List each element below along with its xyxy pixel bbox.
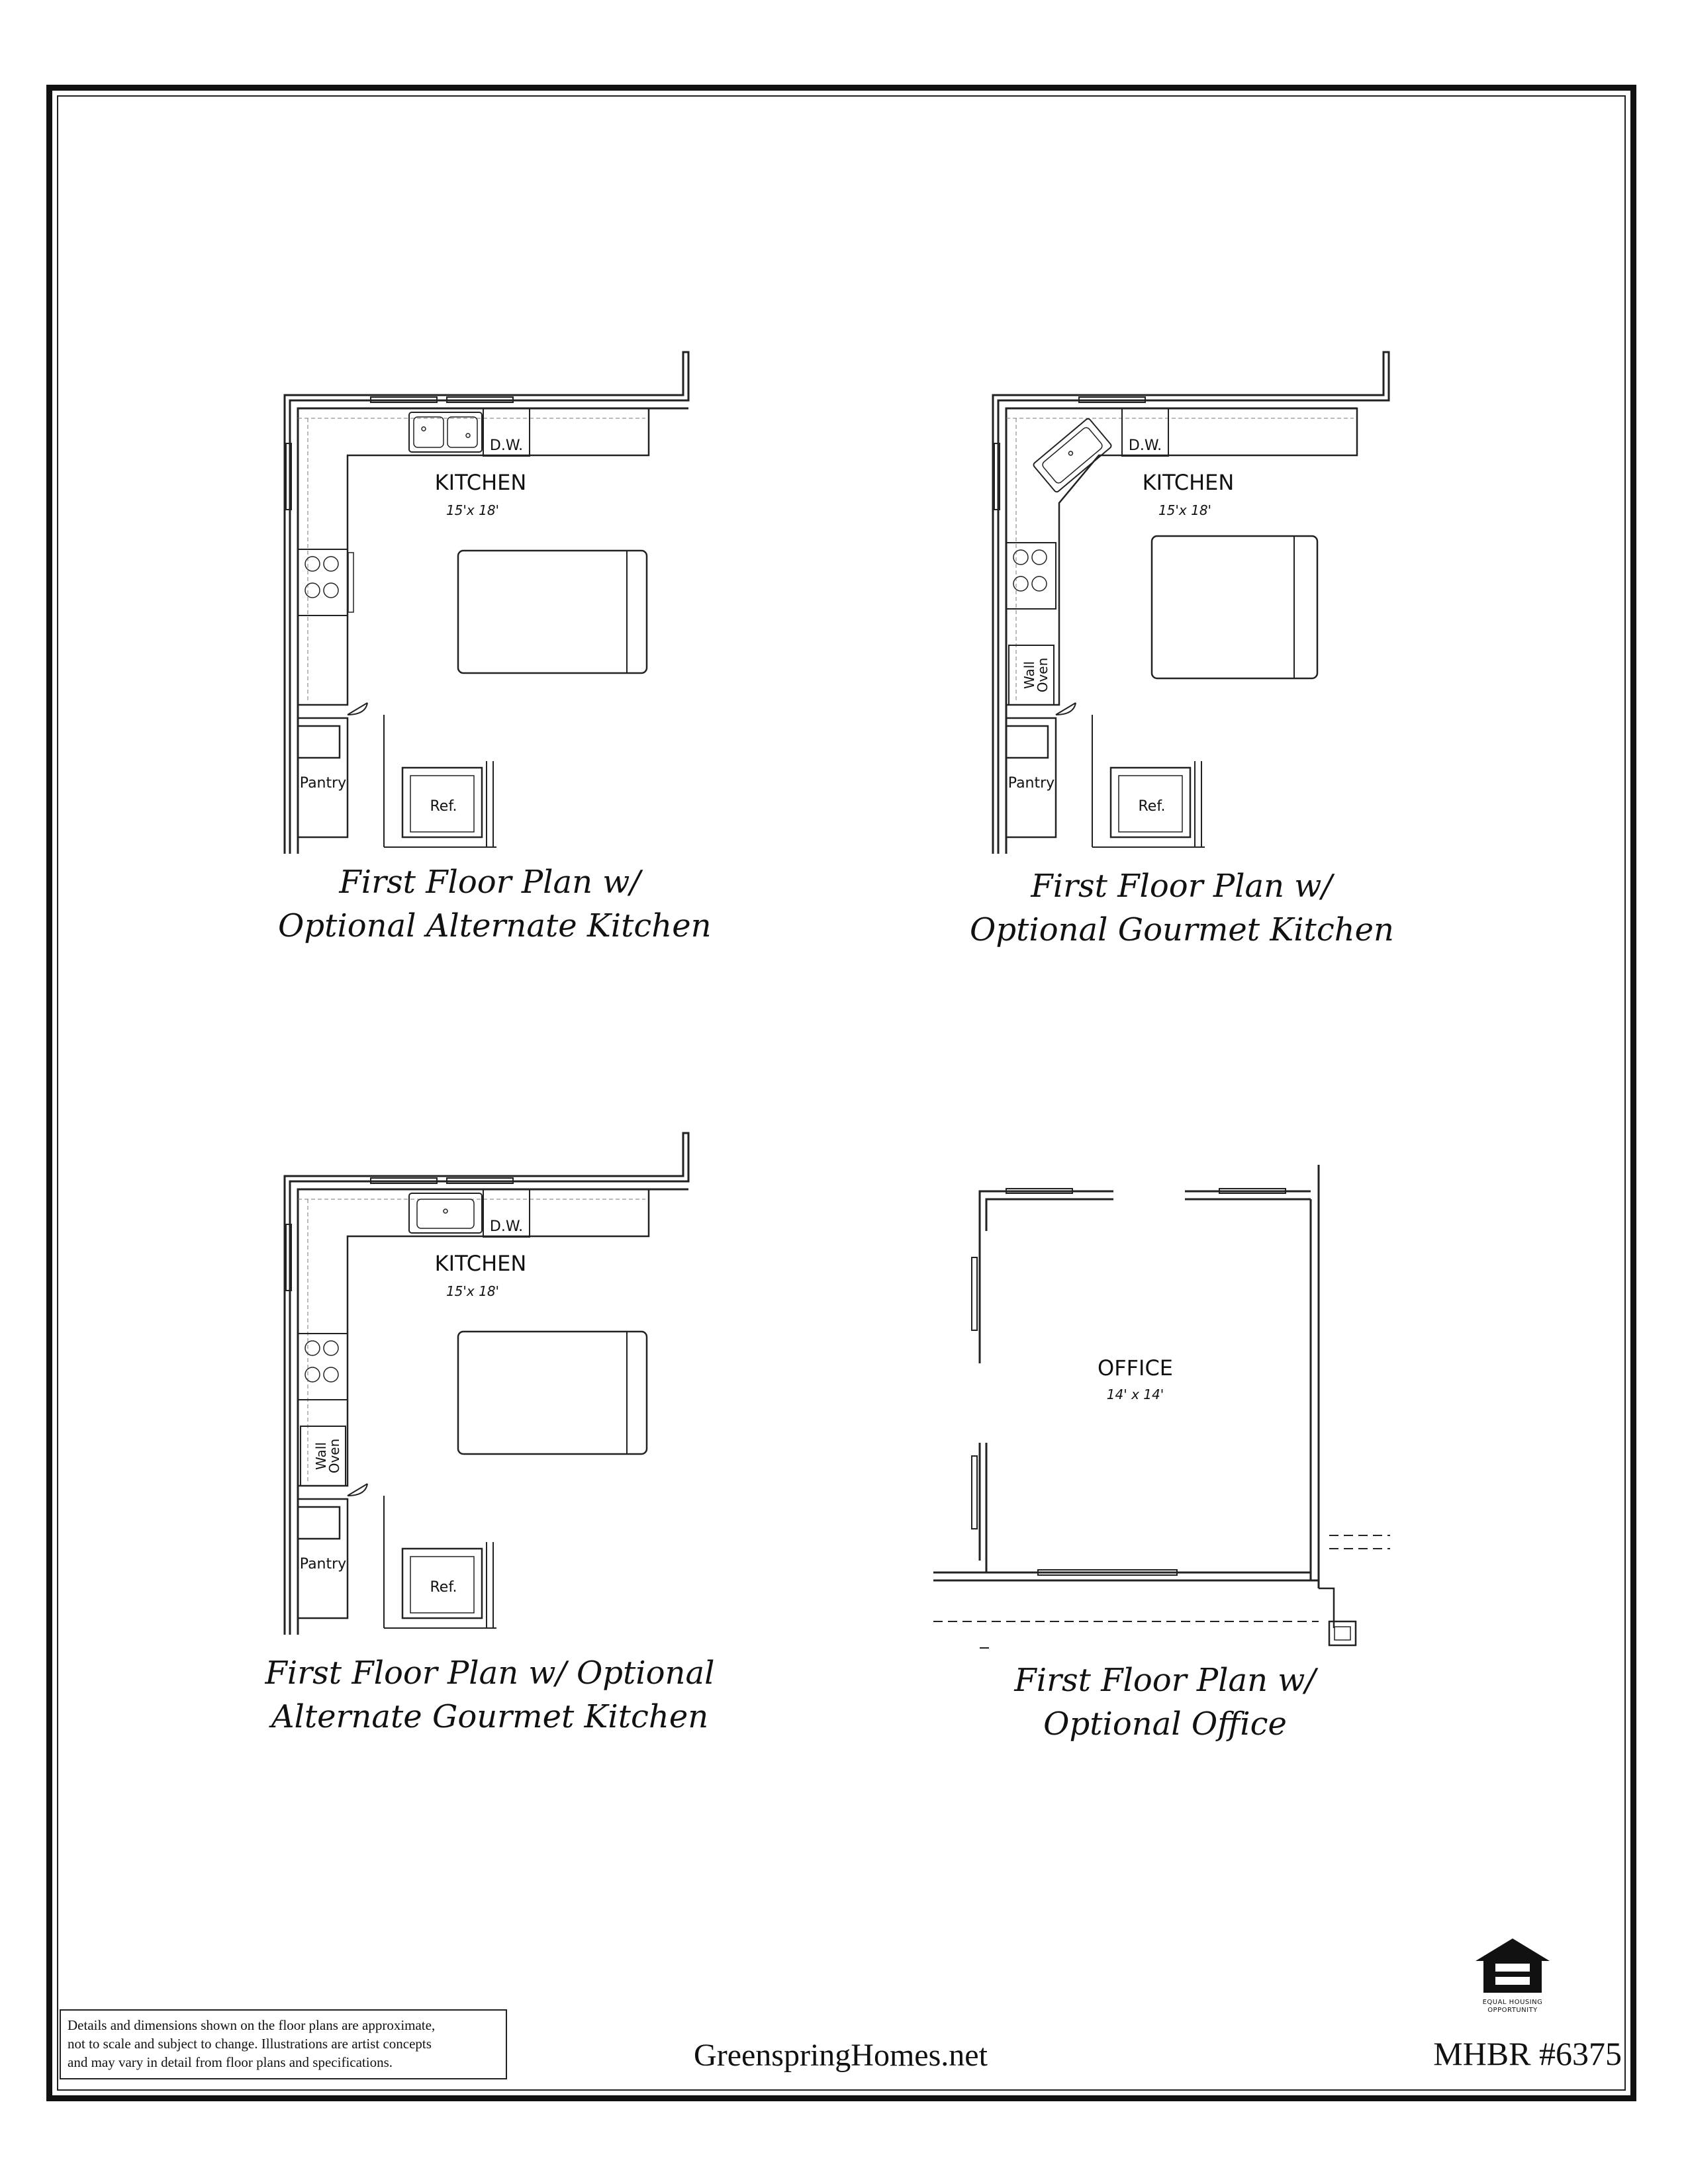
caption-line: First Floor Plan w/ — [1014, 1662, 1316, 1699]
counter — [298, 408, 649, 705]
license-number: MHBR #6375 — [1433, 2035, 1622, 2072]
caption-gourmet-kitchen — [970, 864, 1393, 952]
caption-line: Optional Office — [1043, 1706, 1287, 1743]
floor-plan-office — [933, 1165, 1397, 1668]
floor-plan-gourmet-kitchen — [993, 344, 1403, 860]
refrigerator-label: Ref. — [1138, 798, 1166, 815]
caption-line: First Floor Plan w/ — [339, 864, 641, 901]
disclaimer-box — [60, 2009, 507, 2079]
caption-line: Alternate Gourmet Kitchen — [271, 1698, 709, 1735]
sink — [1033, 418, 1112, 493]
counter — [1006, 408, 1357, 705]
refrigerator-label: Ref. — [430, 1579, 457, 1596]
room-name: Office — [1098, 1355, 1173, 1381]
pantry-label: Pantry — [299, 1556, 347, 1572]
room-size: 15'x 18' — [445, 1283, 500, 1299]
floor-plan-alternate-kitchen — [285, 344, 695, 860]
equal-housing-icon — [1473, 1936, 1552, 1995]
wall-oven-label: Oven — [1035, 657, 1051, 693]
room-name: Kitchen — [434, 470, 527, 495]
caption-office — [953, 1659, 1377, 1746]
counter-line — [298, 1199, 645, 1482]
refrigerator-label: Ref. — [430, 798, 457, 815]
exterior-wall — [980, 1191, 1311, 1363]
range — [298, 1334, 348, 1400]
range — [1006, 543, 1056, 609]
equal-housing-logo — [1463, 1936, 1562, 2015]
porch-line — [933, 1535, 1390, 1621]
equal-housing-text: OPPORTUNITY — [1487, 2007, 1538, 2014]
pantry-door — [348, 703, 367, 715]
dishwasher-label: D.W. — [489, 1218, 524, 1235]
range — [298, 549, 348, 615]
dishwasher-label: D.W. — [1128, 437, 1162, 454]
window — [972, 1456, 977, 1529]
disclaimer-line: and may vary in detail from floor plans and specifications. — [68, 2054, 393, 2070]
pantry-door — [348, 1484, 367, 1496]
caption-line: Optional Alternate Kitchen — [278, 907, 712, 944]
counter-line — [298, 418, 645, 702]
window — [972, 1257, 977, 1330]
pantry-label: Pantry — [1008, 775, 1055, 792]
caption-line: Optional Gourmet Kitchen — [970, 911, 1394, 948]
room-name: Kitchen — [1142, 470, 1235, 495]
equal-housing-text: EQUAL HOUSING — [1482, 1999, 1543, 2006]
disclaimer-line: Details and dimensions shown on the floor plans are approximate, — [68, 2017, 436, 2033]
interior-wall — [980, 1443, 986, 1572]
wall-oven-label: Oven — [326, 1438, 342, 1474]
kitchen-island — [458, 551, 647, 673]
wall-oven-label: Wall — [1021, 661, 1037, 689]
room-name: Kitchen — [434, 1251, 527, 1276]
room-size: 15'x 18' — [1158, 502, 1212, 518]
dishwasher-label: D.W. — [489, 437, 524, 454]
caption-alternate-kitchen — [278, 860, 712, 948]
kitchen-island — [458, 1332, 647, 1454]
exterior-wall — [1311, 1165, 1319, 1588]
exterior-wall — [933, 1572, 1319, 1580]
pantry-label: Pantry — [299, 775, 347, 792]
room-size: 14' x 14' — [1106, 1387, 1164, 1402]
caption-alternate-gourmet-kitchen — [265, 1651, 715, 1739]
caption-line: First Floor Plan w/ — [1031, 868, 1333, 905]
floor-plan-alternate-gourmet-kitchen — [285, 1125, 695, 1641]
room-size: 15'x 18' — [445, 502, 500, 518]
counter — [298, 1189, 649, 1486]
caption-line: First Floor Plan w/ Optional — [265, 1655, 715, 1692]
website-url: GreenspringHomes.net — [694, 2038, 988, 2073]
wall-oven-label: Wall — [313, 1442, 329, 1470]
disclaimer-line: not to scale and subject to change. Illustrations are artist concepts — [68, 2036, 432, 2052]
kitchen-island — [1152, 536, 1317, 678]
